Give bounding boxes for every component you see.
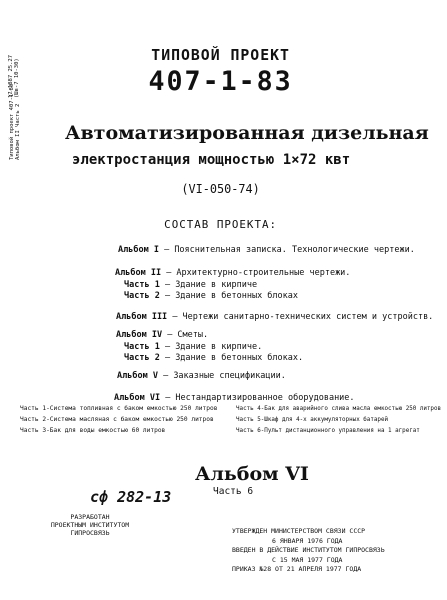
- document-code: сф 282-13: [90, 488, 172, 506]
- album-6-title: Альбом VI: [195, 463, 309, 485]
- album-label: Альбом II: [115, 268, 162, 278]
- developer-block: [50, 513, 130, 537]
- album-6-parts-left: [20, 403, 217, 436]
- album-6-part-number: Часть 6: [213, 486, 254, 497]
- approval-line: С 15 МАЯ 1977 ГОДА: [272, 555, 343, 564]
- album-text: – Заказные спецификации.: [163, 371, 286, 381]
- album-6-parts-right: [236, 403, 441, 436]
- album-2-part-1: [124, 280, 257, 290]
- album-2-part-2: [124, 291, 298, 301]
- margin-line: 17-1887 25.27: [8, 54, 14, 98]
- approval-line: ВВЕДЕН В ДЕЙСТВИЕ ИНСТИТУТОМ ГИПРОСВЯЗЬ: [232, 546, 385, 554]
- album-4: [116, 330, 208, 340]
- album-text: – Архитектурно-строительные чертежи.: [166, 268, 351, 278]
- album-label: Альбом VI: [114, 393, 161, 403]
- title-code: (VI-050-74): [181, 182, 260, 196]
- part-text: – Здание в бетонных блоках.: [164, 353, 304, 363]
- album-6: [114, 393, 355, 403]
- album-6-part: Часть 2-Система масляная с баком емкостью 250 литров: [20, 416, 214, 423]
- developer-line: РАЗРАБОТАН: [70, 513, 110, 521]
- album-4-part-1: [124, 342, 262, 352]
- album-text: – Чертежи санитарно-технических систем и устройств.: [172, 312, 434, 322]
- album-label: Альбом IV: [116, 330, 163, 340]
- part-label: Часть 2: [124, 291, 160, 301]
- album-2: [115, 268, 350, 278]
- album-label: Альбом V: [117, 371, 158, 381]
- album-6-part: Часть 1-Система топливная с баком емкостью 250 литров: [20, 405, 218, 412]
- title-line-2: электростанция мощностью 1×72 квт: [72, 152, 351, 168]
- album-6-part: Часть 3-Бак для воды емкостью 60 литров: [20, 427, 166, 434]
- album-6-part: Часть 5-Шкаф для 4-х аккумуляторных батарей: [236, 416, 389, 423]
- part-label: Часть 1: [124, 342, 160, 352]
- part-label: Часть 2: [124, 353, 160, 363]
- approval-line: ПРИКАЗ №28 ОТ 21 АПРЕЛЯ 1977 ГОДА: [232, 565, 362, 573]
- album-text: – Сметы.: [167, 330, 209, 340]
- album-5: [117, 371, 286, 381]
- part-text: – Здание в кирпиче: [164, 280, 258, 290]
- approval-line: УТВЕРЖДЕН МИНИСТЕРСТВОМ СВЯЗИ СССР: [232, 527, 366, 535]
- approval-block: [232, 527, 385, 575]
- album-label: Альбом III: [116, 312, 168, 322]
- developer-line: ПРОЕКТНЫМ ИНСТИТУТОМ: [50, 521, 130, 529]
- album-text: – Пояснительная записка. Технологические чертежи.: [164, 245, 415, 255]
- part-text: – Здание в кирпиче.: [164, 342, 263, 352]
- approval-line: 6 ЯНВАРЯ 1976 ГОДА: [272, 536, 343, 545]
- developer-line: ГИПРОСВЯЗЬ: [70, 529, 110, 537]
- part-text: – Здание в бетонных блоках: [164, 291, 299, 301]
- composition-heading: СОСТАВ ПРОЕКТА:: [164, 218, 278, 231]
- album-3: [116, 312, 433, 322]
- tipovoy-proekt: ТИПОВОЙ ПРОЕКТ: [151, 46, 290, 64]
- margin-line: Альбом II Часть 2: [15, 103, 22, 160]
- margin-line: (Шв-7 10-30): [14, 58, 21, 98]
- margin-line: Типовой проект 407-1-83: [9, 83, 15, 160]
- album-1: [118, 245, 415, 255]
- album-label: Альбом I: [118, 245, 159, 255]
- album-4-part-2: [124, 353, 303, 363]
- part-label: Часть 1: [124, 280, 160, 290]
- album-6-part: Часть 4-Бак для аварийного слива масла емкостью 250 литров: [236, 405, 442, 412]
- album-6-part: Часть 6-Пульт дистанционного управления на 1 агрегат: [236, 427, 420, 434]
- album-text: – Нестандартизированное оборудование.: [165, 393, 355, 403]
- title-line-1: Автоматизированная дизельная: [65, 122, 429, 144]
- project-number: 407-1-83: [148, 66, 293, 97]
